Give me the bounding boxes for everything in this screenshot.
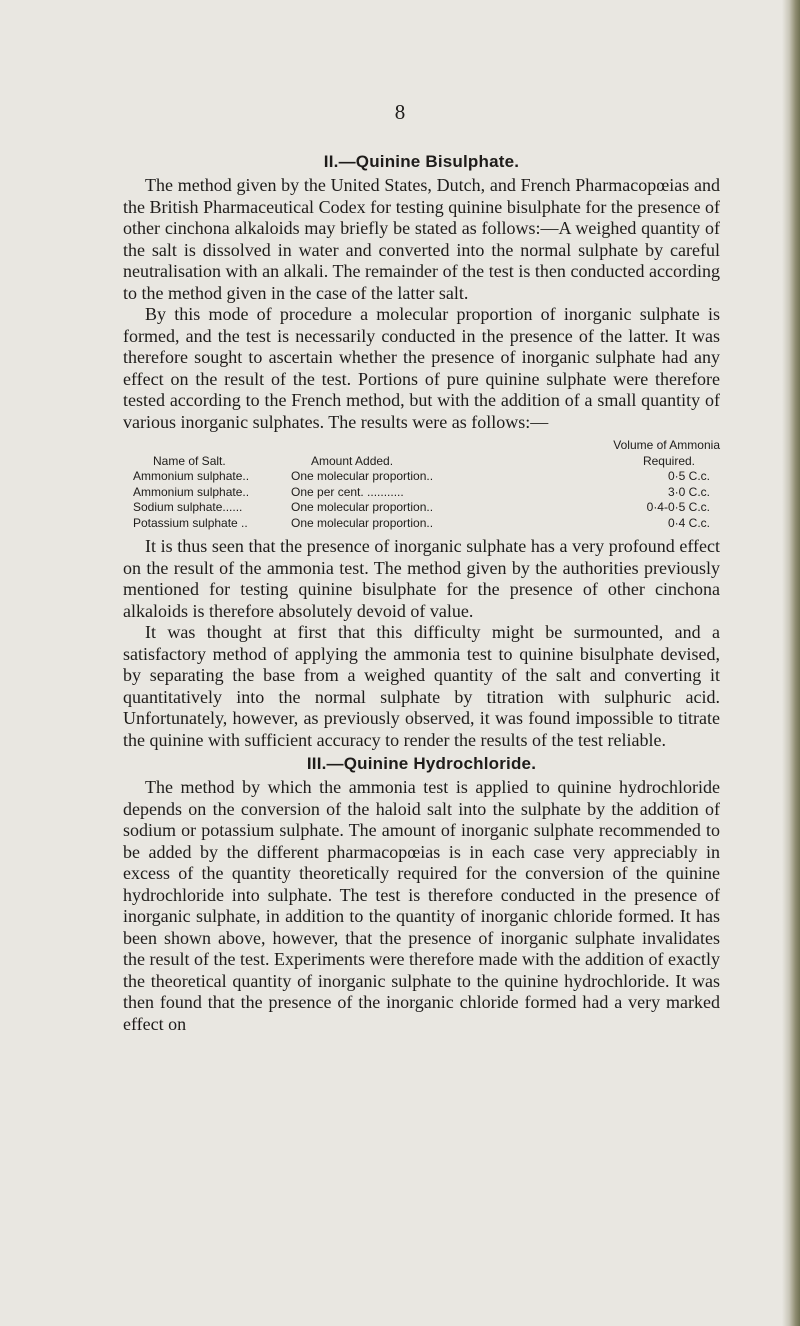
cell-salt: Ammonium sulphate.. [133, 484, 250, 499]
section-heading-quinine-bisulphate: II.—Quinine Bisulphate. [323, 152, 520, 171]
section-heading-quinine-hydrochloride: III.—Quinine Hydrochloride. [306, 754, 537, 773]
cell-amount: One molecular proportion.. [291, 515, 434, 530]
table-header-row [123, 454, 720, 470]
cell-volume: 0·4-0·5 C.c. [646, 500, 710, 514]
table-row [123, 469, 720, 485]
table-header-volume: Volume of Ammonia [613, 438, 720, 452]
text-body [123, 149, 720, 1035]
results-table [123, 438, 720, 531]
cell-amount: One per cent. ........... [291, 484, 404, 499]
column-header-amount: Amount Added. [311, 453, 394, 468]
paragraph: The method given by the United States, Dutch, and French Pharmacopœias and the British Pharmaceutical Codex for testing quinine bisulphate for the presence of other cinchona alkaloids may briefly be stated as follows:—A weighed quantity of the salt is dissolved in water and converted into the normal sulphate by careful neutralisation with an alkali. The remainder of the test is then conducted according to the method given in the case of the latter salt. [123, 175, 720, 303]
paragraph: By this mode of procedure a molecular proportion of inorganic sulphate is formed, and the test is necessarily conducted in the presence of the latter. It was therefore sought to ascertain whether the presence of inorganic sulphate had any effect on the result of the test. Portions of pure quinine sulphate were therefore tested according to the French method, but with the addition of a small quantity of various inorganic sulphates. The results were as follows:— [123, 304, 720, 432]
cell-amount: One molecular proportion.. [291, 469, 434, 483]
cell-salt: Ammonium sulphate.. [133, 469, 250, 483]
cell-amount: One molecular proportion.. [291, 500, 434, 514]
table-row [123, 485, 720, 501]
page-edge-shadow [782, 0, 800, 1326]
table-row [123, 516, 720, 532]
cell-volume: 3·0 C.c. [667, 484, 710, 499]
column-header-required: Required. [642, 453, 695, 468]
cell-salt: Potassium sulphate .. [133, 515, 248, 530]
paragraph: The method by which the ammonia test is applied to quinine hydrochloride depends on the conversion of the haloid salt into the sulphate by the addition of sodium or potassium sulphate. The amount of inorganic sulphate recommended to be added by the different pharmacopœias is in each case very appreciably in excess of the quantity theoretically required for the conversion of the quinine hydrochloride into sulphate. The test is therefore conducted in the presence of inorganic sulphate, in addition to the quantity of inorganic chloride formed. It has been shown above, however, that the presence of inorganic sulphate invalidates the result of the test. Experiments were therefore made with the addition of exactly the theoretical quantity of inorganic sulphate to the quinine hydrochloride. It was then found that the presence of the inorganic chloride formed had a very marked effect on [123, 777, 720, 1034]
paragraph: It was thought at first that this difficulty might be surmounted, and a satisfactory method of applying the ammonia test to quinine bisulphate devised, by separating the base from a weighed quantity of the salt and converting it quantitatively into the normal sulphate by titration with sulphuric acid. Unfortunately, however, as previously observed, it was found impossible to titrate the quinine with sufficient accuracy to render the results of the test reliable. [123, 622, 720, 750]
cell-volume: 0·4 C.c. [667, 515, 710, 530]
page-number: 8 [394, 100, 406, 124]
table-row [123, 500, 720, 516]
paragraph: It is thus seen that the presence of inorganic sulphate has a very profound effect on the result of the ammonia test. The method given by the authorities previously mentioned for testing quinine bisulphate for the presence of other cinchona alkaloids is therefore absolutely devoid of value. [123, 536, 720, 621]
cell-salt: Sodium sulphate...... [133, 500, 243, 514]
column-header-salt: Name of Salt. [153, 453, 226, 468]
cell-volume: 0·5 C.c. [667, 469, 710, 483]
